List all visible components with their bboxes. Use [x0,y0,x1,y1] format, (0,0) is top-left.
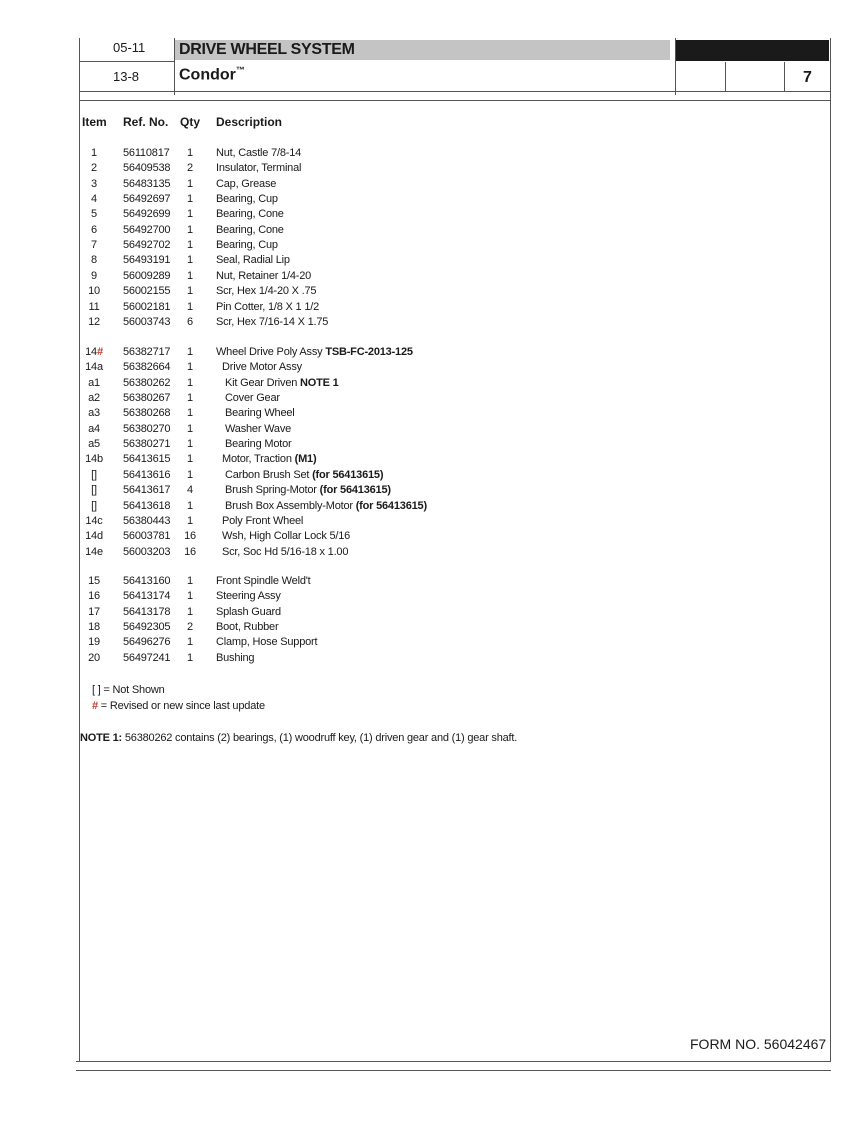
table-row [0,606,866,621]
quantity: 1 [187,590,193,603]
item-number [80,590,108,602]
description [222,530,350,542]
quantity: 1 [187,575,193,587]
table-row [0,346,866,361]
item-number [80,469,108,481]
description-bold: (M1) [294,453,317,466]
table-row [0,438,866,453]
ref-number: 56003743 [123,315,171,328]
ref-number: 56003203 [123,545,171,558]
item-number [80,484,108,496]
description-text: Wsh, High Collar Lock 5/16 [222,530,351,543]
description-text: Bushing [216,651,255,664]
item-number-text: 1 [91,147,97,159]
description [216,590,281,602]
table-row [0,515,866,530]
ref-number: 56380443 [123,514,171,527]
note-label: NOTE 1: [80,732,122,744]
description-text: Scr, Hex 7/16-14 X 1.75 [216,315,329,328]
note-text: 56380262 contains (2) bearings, (1) woodruff key, (1) driven gear and (1) gear shaft. [122,732,518,744]
ref-number: 56409538 [123,162,171,175]
item-number [80,301,108,313]
item-number [80,316,108,328]
item-number-text: 14c [85,514,103,527]
item-number-text: 14a [85,361,103,374]
ref-number: 56413616 [123,468,171,481]
item-number-text: [] [91,499,97,512]
table-row [0,301,866,316]
table-row [0,652,866,667]
item-number-text: a2 [88,392,100,405]
frame-bottom [76,1061,831,1062]
quantity: 1 [187,177,193,190]
item-number-text: a1 [88,376,100,389]
ref-number: 56002181 [123,300,171,313]
ref-number: 56493191 [123,254,171,267]
quantity: 1 [187,422,193,435]
table-row [0,193,866,208]
ref-number: 56413618 [123,499,171,512]
header-date: 05-11 [113,40,146,55]
quantity: 1 [187,208,193,221]
quantity: 1 [187,514,193,527]
quantity: 1 [187,499,193,512]
item-number [80,392,108,404]
table-row [0,636,866,651]
description-text: Nut, Retainer 1/4-20 [216,269,312,282]
ref-number: 56380262 [123,376,171,389]
item-number-text: 14 [85,346,97,358]
ref-number: 56413617 [123,484,171,497]
description [216,162,301,174]
description [216,208,284,220]
description [225,423,291,435]
item-number-text: 17 [88,605,100,618]
ref-number: 56002155 [123,285,171,298]
item-number-text: 14e [85,545,103,558]
description-text: Steering Assy [216,590,281,603]
description-text: Seal, Radial Lip [216,254,290,267]
ref-number: 56003781 [123,530,171,543]
item-number-text: 7 [91,239,97,252]
item-number-text: 15 [88,575,100,587]
item-number [80,575,108,587]
model-name [179,65,245,84]
page-number: 7 [803,69,812,86]
revised-symbol: # [92,700,98,712]
table-row [0,254,866,269]
description-bold: (for 56413615) [355,499,427,512]
ref-number: 56380267 [123,392,171,405]
description [216,178,276,190]
item-number-text: 16 [88,590,100,603]
description [216,636,317,648]
item-number-text: a5 [88,438,100,451]
legend-revised [92,700,265,712]
quantity: 1 [187,269,193,282]
description-text: Brush Box Assembly-Motor [225,499,356,512]
description [225,484,391,496]
table-row [0,377,866,392]
description-text: Brush Spring-Motor [225,484,320,497]
item-number-text: 9 [91,269,97,282]
description-text: Bearing, Cup [216,239,278,252]
quantity: 2 [187,162,193,175]
description-text: Clamp, Hose Support [216,636,318,649]
note [80,732,517,744]
quantity: 1 [187,392,193,405]
description [216,270,311,282]
ref-number: 56413178 [123,605,171,618]
not-shown-symbol: [ ] [92,684,101,696]
description-text: Poly Front Wheel [222,514,304,527]
ref-number: 56413615 [123,453,171,466]
dark-band [676,40,829,61]
description [216,575,311,587]
ref-number: 56492702 [123,239,171,252]
item-number [80,270,108,282]
table-row [0,270,866,285]
description-text: Motor, Traction [222,453,295,466]
model-name-text: Condor [179,66,236,84]
description [216,606,281,618]
form-number: FORM NO. 56042467 [690,1036,827,1052]
description-bold: TSB-FC-2013-125 [325,346,413,358]
quantity: 1 [187,254,193,267]
description-text: Wheel Drive Poly Assy [216,346,326,358]
trademark-mark: ™ [235,65,245,75]
item-number-text: 2 [91,162,97,175]
description-text: Pin Cotter, 1/8 X 1 1/2 [216,300,320,313]
description [225,500,427,512]
column-qty: Qty [180,115,201,129]
table-row [0,361,866,376]
item-number [80,147,108,159]
description-text: Nut, Castle 7/8-14 [216,147,302,159]
quantity: 16 [184,545,196,558]
quantity: 1 [187,300,193,313]
quantity: 1 [187,468,193,481]
description-text: Kit Gear Driven [225,376,301,389]
ref-number: 56492305 [123,621,171,633]
table-row [0,621,866,636]
ref-number: 56492700 [123,223,171,236]
description-text: Bearing, Cup [216,193,278,206]
ref-number: 56492699 [123,208,171,221]
ref-number: 56380270 [123,422,171,435]
description [225,438,292,450]
table-row [0,162,866,177]
table-row [0,546,866,561]
frame-baseline [76,1070,831,1071]
table-row [0,392,866,407]
ref-number: 56382717 [123,346,171,358]
description [216,316,328,328]
description [216,621,278,633]
description-text: Bearing Motor [225,438,292,451]
description [216,285,316,297]
description [216,224,284,236]
quantity: 1 [187,605,193,618]
description-bold: (for 56413615) [312,468,384,481]
table-row [0,469,866,484]
table-row [0,484,866,499]
description [216,346,413,358]
description [216,652,254,664]
description [216,147,301,159]
description-text: Washer Wave [225,422,292,435]
item-number [80,254,108,266]
table-row [0,316,866,331]
description [225,392,280,404]
item-number-text: 5 [91,208,97,221]
ref-number: 56413160 [123,575,171,587]
description [216,254,290,266]
quantity: 1 [187,636,193,649]
ref-number: 56483135 [123,177,171,190]
table-row [0,178,866,193]
table-row [0,407,866,422]
item-number-text: 19 [88,636,100,649]
item-number [80,178,108,190]
item-number-text: 3 [91,177,97,190]
item-number [80,361,108,373]
item-number-text: a4 [88,422,100,435]
quantity: 1 [187,223,193,236]
description-text: Cover Gear [225,392,280,405]
item-number-text: 11 [88,300,100,313]
item-number-text: [] [91,468,97,481]
description [222,546,348,558]
ref-number: 56382664 [123,361,171,374]
item-number [80,438,108,450]
description-text: Cap, Grease [216,177,277,190]
quantity: 1 [187,285,193,298]
item-number [80,239,108,251]
description [216,239,278,251]
item-number [80,162,108,174]
quantity: 16 [184,530,196,543]
item-number-text: [] [91,484,97,497]
column-item: Item [82,115,107,129]
item-number-text: 12 [88,315,100,328]
frame-top [79,100,831,101]
item-number-text: 18 [88,621,100,633]
description [225,377,339,389]
ref-number: 56009289 [123,269,171,282]
quantity: 1 [187,361,193,374]
table-row [0,590,866,605]
description [216,193,278,205]
item-number-text: 6 [91,223,97,236]
not-shown-text: = Not Shown [100,684,165,696]
legend-not-shown [92,684,165,696]
description-text: Splash Guard [216,605,281,618]
quantity: 1 [187,438,193,451]
item-number [80,407,108,419]
item-number-text: 14b [85,453,103,466]
table-row [0,224,866,239]
item-number [80,224,108,236]
item-number [80,453,108,465]
ref-number: 56496276 [123,636,171,649]
item-number [80,546,108,558]
table-row [0,239,866,254]
item-number-text: 8 [91,254,97,267]
quantity: 1 [187,239,193,252]
item-number [80,193,108,205]
item-number [80,423,108,435]
item-number [80,377,108,389]
description-bold: (for 56413615) [319,484,391,497]
quantity: 1 [187,147,193,159]
item-number [80,285,108,297]
item-number [80,636,108,648]
description [225,469,383,481]
item-number-text: 14d [85,530,103,543]
description-text: Insulator, Terminal [216,162,302,175]
column-ref: Ref. No. [123,115,169,129]
item-number-text: 20 [88,651,100,664]
item-number [80,500,108,512]
ref-number: 56413174 [123,590,171,603]
quantity: 1 [187,453,193,466]
table-row [0,500,866,515]
description-text: Boot, Rubber [216,621,279,633]
description-text: Scr, Hex 1/4-20 X .75 [216,285,317,298]
item-number [80,621,108,633]
description-text: Drive Motor Assy [222,361,302,374]
table-row [0,530,866,545]
table-row [0,453,866,468]
quantity: 1 [187,346,193,358]
ref-number: 56492697 [123,193,171,206]
description-text: Scr, Soc Hd 5/16-18 x 1.00 [222,545,349,558]
revised-text: = Revised or new since last update [97,700,265,712]
table-row [0,208,866,223]
table-row [0,285,866,300]
description [216,301,319,313]
revision-mark: # [96,346,103,358]
table-row [0,423,866,438]
column-description: Description [216,115,283,129]
description [222,361,302,373]
page-title: DRIVE WHEEL SYSTEM [179,41,355,58]
ref-number: 56497241 [123,651,171,664]
description-text: Carbon Brush Set [225,468,313,481]
ref-number: 56380268 [123,407,171,420]
ref-number: 56110817 [123,147,170,159]
ref-number: 56380271 [123,438,171,451]
quantity: 1 [187,376,193,389]
description [222,453,316,465]
item-number [80,652,108,664]
description [225,407,295,419]
item-number [80,208,108,220]
quantity: 6 [187,315,193,328]
quantity: 2 [187,621,193,633]
table-row [0,575,866,590]
description-text: Front Spindle Weld't [216,575,311,587]
description-bold: NOTE 1 [300,376,339,389]
item-number [80,515,108,527]
item-number-text: a3 [88,407,100,420]
item-number-text: 4 [91,193,97,206]
quantity: 1 [187,193,193,206]
item-number [80,346,108,358]
item-number [80,606,108,618]
description-text: Bearing, Cone [216,208,284,221]
description-text: Bearing, Cone [216,223,284,236]
table-row [0,147,866,162]
quantity: 4 [187,484,193,497]
header-section: 13-8 [113,69,140,84]
description-text: Bearing Wheel [225,407,295,420]
item-number-text: 10 [88,285,100,298]
description [222,515,303,527]
quantity: 1 [187,407,193,420]
quantity: 1 [187,651,193,664]
item-number [80,530,108,542]
